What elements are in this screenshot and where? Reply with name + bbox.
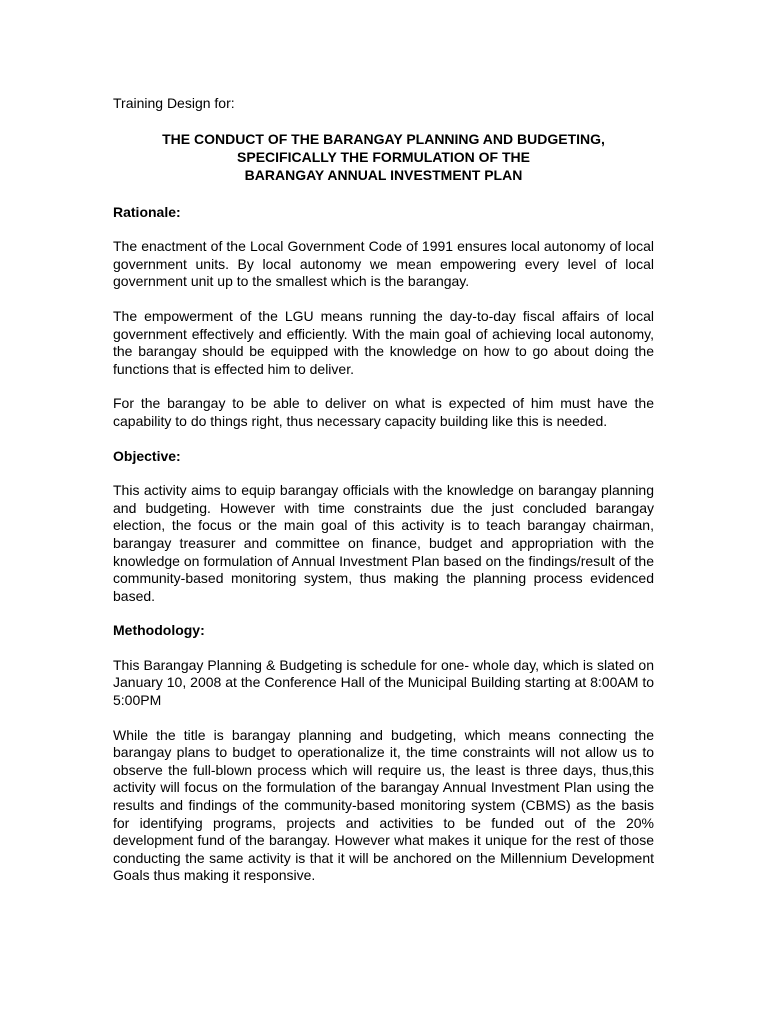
document-title <box>113 130 654 184</box>
paragraph: For the barangay to be able to deliver on what is expected of him must have the capability to do things right, thus necessary capacity building like this is needed. <box>113 395 654 429</box>
document-body <box>113 95 654 902</box>
title-line: BARANGAY ANNUAL INVESTMENT PLAN <box>244 166 523 183</box>
paragraph: The enactment of the Local Government Code of 1991 ensures local autonomy of local government units. By local autonomy we mean empowering every level of local government unit up to the smallest which is the barangay. <box>113 238 654 290</box>
section-heading: Methodology: <box>113 622 205 639</box>
section-objective <box>113 448 654 606</box>
title-line: THE CONDUCT OF THE BARANGAY PLANNING AND BUDGETING, <box>162 130 605 147</box>
paragraph: This Barangay Planning & Budgeting is schedule for one- whole day, which is slated on January 10, 2008 at the Conference Hall of the Municipal Building starting at 8:00AM to 5:00PM <box>113 656 654 709</box>
section-heading: Rationale: <box>113 203 181 220</box>
paragraph: While the title is barangay planning and budgeting, which means connecting the barangay plans to budget to operationalize it, the time constraints will not allow us to observe the full-blown process which will require us, the least is three days, thus,this activity will focus on the formulation of the barangay Annual Investment Plan using the results and findings of the community-based monitoring system (CBMS) as the basis for identifying programs, projects and activities to be funded out of the 20% development fund of the barangay. However what makes it unique for the rest of those conducting the same activity is that it will be anchored on the Millennium Development Goals thus making it responsive. <box>113 726 654 884</box>
section-methodology <box>113 622 654 885</box>
paragraph: The empowerment of the LGU means running the day-to-day fiscal affairs of local government effectively and efficiently. With the main goal of achieving local autonomy, the barangay should be equipped with the knowledge on how to go about doing the functions that is effected him to deliver. <box>113 307 654 377</box>
document-intro: Training Design for: <box>113 95 235 111</box>
title-line: SPECIFICALLY THE FORMULATION OF THE <box>237 148 530 165</box>
section-rationale <box>113 204 654 431</box>
paragraph: This activity aims to equip barangay officials with the knowledge on barangay planning and budgeting. However with time constraints due the just concluded barangay election, the focus or the main goal of this activity is to teach barangay chairman, barangay treasurer and committee on finance, budget and appropriation with the knowledge on formulation of Annual Investment Plan based on the findings/result of the community-based monitoring system, thus making the planning process evidenced based. <box>113 482 654 604</box>
section-heading: Objective: <box>113 447 181 464</box>
